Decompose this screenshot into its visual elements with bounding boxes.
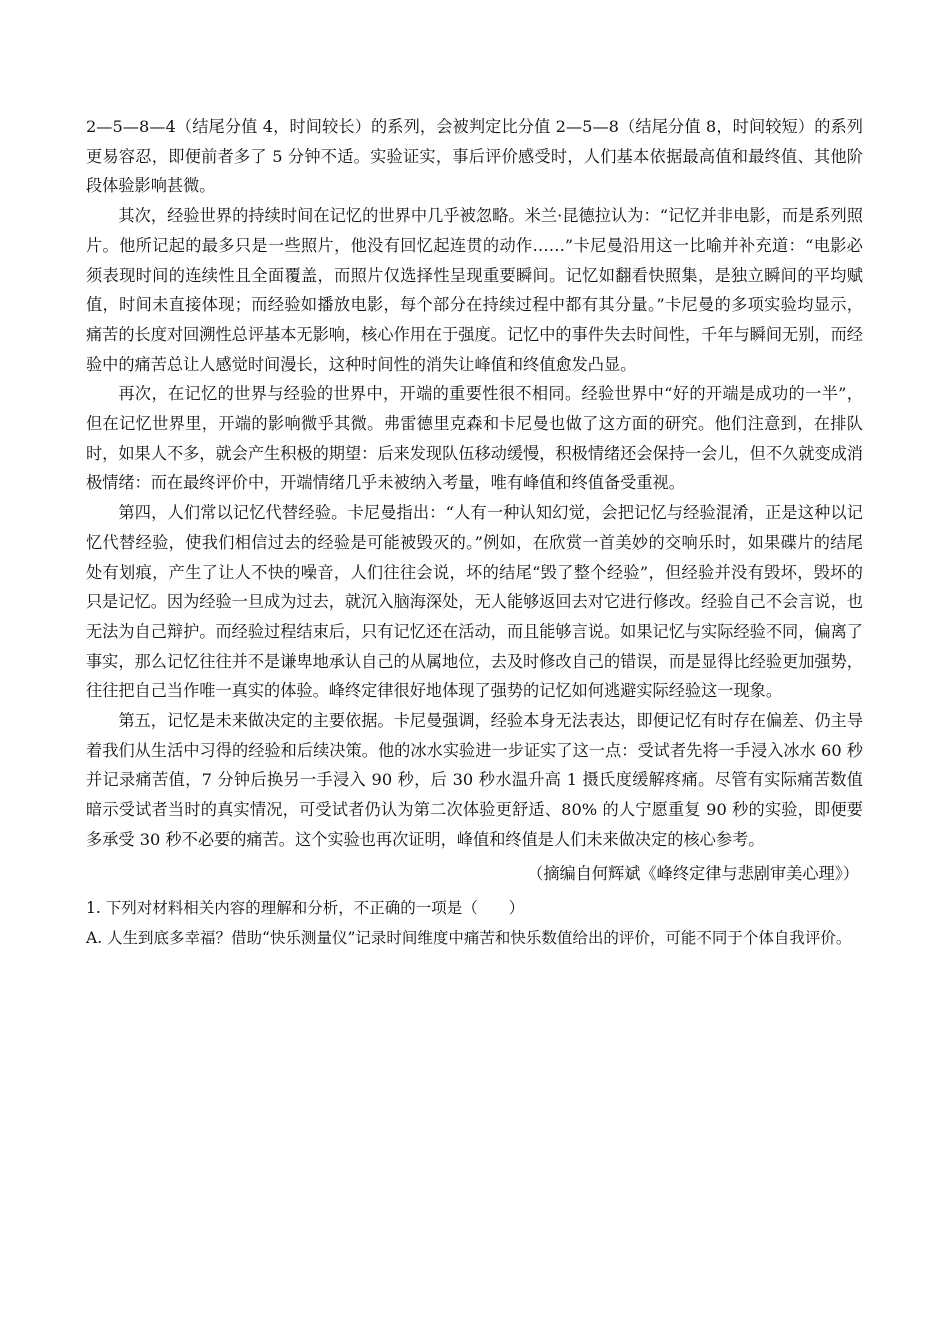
source-citation: （摘编自何辉斌《峰终定律与悲剧审美心理》） <box>527 863 859 883</box>
paragraph-third: 再次，在记忆的世界与经验的世界中，开端的重要性很不相同。经验世界中“好的开端是成功的一半”，但在记忆世界里，开端的影响微乎其微。弗雷德里克森和卡尼曼也做了这方面的研究。他们注意到，在排队时，如果人不多，就会产生积极的期望：后来发现队伍移动缓慢，积极情绪还会保持一会儿，但不久就变成消极情绪：而在最终评价中，开端情绪几乎未被纳入考量，唯有峰值和终值备受重视。 <box>86 384 863 493</box>
paragraph-second: 其次，经验世界的持续时间在记忆的世界中几乎被忽略。米兰·昆德拉认为：“记忆并非电影，而是系列照片。他所记起的最多只是一些照片，他没有回忆起连贯的动作……”卡尼曼沿用这一比喻并补充道：“电影必须表现时间的连续性且全面覆盖，而照片仅选择性呈现重要瞬间。记忆如翻看快照集，是独立瞬间的平均赋值，时间未直接体现；而经验如播放电影，每个部分在持续过程中都有其分量。”卡尼曼的多项实验均显示，痛苦的长度对回溯性总评基本无影响，核心作用在于强度。记忆中的事件失去时间性，千年与瞬间无别，而经验中的痛苦总让人感觉时间漫长，这种时间性的消失让峰值和终值愈发凸显。 <box>86 206 863 374</box>
question-option-a: A. 人生到底多幸福？借助“快乐测量仪”记录时间维度中痛苦和快乐数值给出的评价，可能不同于个体自我评价。 <box>86 928 852 947</box>
paragraph-continuation: 2—5—8—4（结尾分值 4，时间较长）的系列，会被判定比分值 2—5—8（结尾分值 8，时间较短）的系列更易容忍，即便前者多了 5 分钟不适。实验证实，事后评价感受时，人们基本依据最高值和最终值、其他阶段体验影响甚微。 <box>86 117 863 196</box>
question-stem: 1. 下列对材料相关内容的理解和分析，不正确的一项是（ ） <box>86 899 525 918</box>
paragraph-fourth: 第四，人们常以记忆代替经验。卡尼曼指出：“人有一种认知幻觉，会把记忆与经验混淆，正是这种以记忆代替经验，使我们相信过去的经验是可能被毁灭的。”例如，在欣赏一首美妙的交响乐时，如果碟片的结尾处有划痕，产生了让人不快的噪音，人们往往会说，坏的结尾“毁了整个经验”，但经验并没有毁坏，毁坏的只是记忆。因为经验一旦成为过去，就沉入脑海深处，无人能够返回去对它进行修改。经验自己不会言说，也无法为自己辩护。而经验过程结束后，只有记忆还在活动，而且能够言说。如果记忆与实际经验不同，偏离了事实，那么记忆往往并不是谦卑地承认自己的从属地位，去及时修改自己的错误，而是显得比经验更加强势，往往把自己当作唯一真实的体验。峰终定律很好地体现了强势的记忆如何逃避实际经验这一现象。 <box>86 503 863 701</box>
article-body <box>86 112 863 954</box>
paragraph-fifth: 第五，记忆是未来做决定的主要依据。卡尼曼强调，经验本身无法表达，即便记忆有时存在偏差、仍主导着我们从生活中习得的经验和后续决策。他的冰水实验进一步证实了这一点：受试者先将一手浸入冰水 60 秒并记录痛苦值，7 分钟后换另一手浸入 90 秒，后 30 秒水温升高 1 摄氏度缓解疼痛。尽管有实际痛苦数值暗示受试者当时的真实情况，可受试者仍认为第二次体验更舒适、80% 的人宁愿重复 90 秒的实验，即便要多承受 30 秒不必要的痛苦。这个实验也再次证明，峰值和终值是人们未来做决定的核心参考。 <box>86 711 864 849</box>
